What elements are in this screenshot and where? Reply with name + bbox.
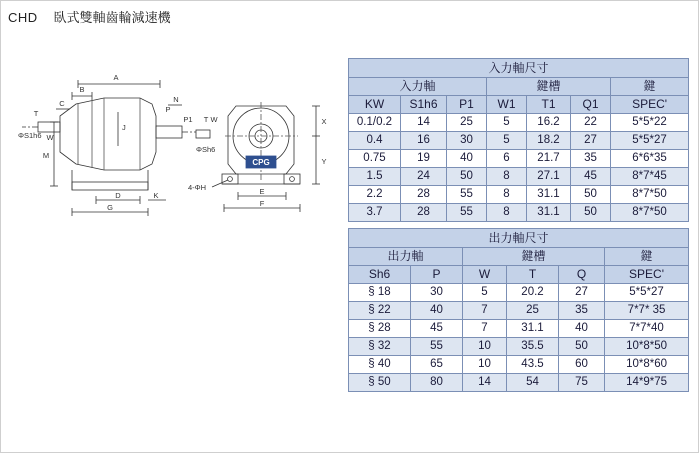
cell-p1: 30 — [447, 132, 487, 150]
label-g: G — [107, 203, 113, 212]
cell-spec: 8*7*50 — [611, 186, 689, 204]
cell-t1: 16.2 — [527, 114, 571, 132]
cell-q: 40 — [559, 320, 605, 338]
cell-w1: 6 — [487, 150, 527, 168]
cell-q: 75 — [559, 374, 605, 392]
cell-w: 10 — [463, 338, 507, 356]
cell-sh6: § 22 — [349, 302, 411, 320]
cell-t: 31.1 — [507, 320, 559, 338]
table-title-row — [349, 59, 689, 78]
cell-spec: 5*5*27 — [611, 132, 689, 150]
output-group-keyway: 鍵槽 — [463, 248, 605, 266]
output-col-w: W — [463, 266, 507, 284]
input-group-key: 鍵 — [611, 78, 689, 96]
cell-w1: 5 — [487, 132, 527, 150]
cell-w: 7 — [463, 320, 507, 338]
table-row — [349, 132, 689, 150]
input-group-keyway: 鍵槽 — [487, 78, 611, 96]
table-group-row — [349, 248, 689, 266]
input-col-w1: W1 — [487, 96, 527, 114]
cell-p: 55 — [411, 338, 463, 356]
table-title-row — [349, 229, 689, 248]
cell-sh6: § 50 — [349, 374, 411, 392]
cell-q1: 45 — [571, 168, 611, 186]
cell-q: 60 — [559, 356, 605, 374]
table-row — [349, 150, 689, 168]
cell-t1: 21.7 — [527, 150, 571, 168]
input-shaft-table-wrap — [348, 58, 689, 222]
table-group-row — [349, 78, 689, 96]
cell-p: 80 — [411, 374, 463, 392]
cell-spec: 10*8*60 — [605, 356, 689, 374]
cell-q: 27 — [559, 284, 605, 302]
label-t: T — [33, 109, 39, 118]
input-col-s1h6: S1h6 — [401, 96, 447, 114]
cell-spec: 14*9*75 — [605, 374, 689, 392]
cell-s1h6: 14 — [401, 114, 447, 132]
label-d: D — [115, 191, 121, 200]
input-col-t1: T1 — [527, 96, 571, 114]
cell-p: 65 — [411, 356, 463, 374]
label-n: N — [173, 95, 179, 104]
cell-q1: 50 — [571, 204, 611, 222]
cell-p1: 25 — [447, 114, 487, 132]
label-w: W — [46, 133, 54, 142]
cell-t: 35.5 — [507, 338, 559, 356]
cell-kw: 0.75 — [349, 150, 401, 168]
output-col-p: P — [411, 266, 463, 284]
input-shaft-table — [348, 58, 689, 222]
gearbox-drawing — [0, 60, 340, 220]
cell-sh6: § 28 — [349, 320, 411, 338]
table-column-row — [349, 266, 689, 284]
label-y: Y — [321, 157, 327, 166]
output-shaft-table — [348, 228, 689, 392]
cell-kw: 3.7 — [349, 204, 401, 222]
table-row — [349, 356, 689, 374]
output-table-title: 出力軸尺寸 — [349, 229, 689, 248]
table-row — [349, 302, 689, 320]
cell-q1: 27 — [571, 132, 611, 150]
input-col-spec: SPEC' — [611, 96, 689, 114]
cell-s1h6: 28 — [401, 204, 447, 222]
cell-q1: 35 — [571, 150, 611, 168]
label-j: J — [122, 123, 126, 132]
label-p: P — [165, 105, 171, 114]
cell-q: 50 — [559, 338, 605, 356]
cell-w1: 8 — [487, 186, 527, 204]
cell-s1h6: 19 — [401, 150, 447, 168]
cell-s1h6: 28 — [401, 186, 447, 204]
cell-p1: 40 — [447, 150, 487, 168]
drawing-svg — [0, 60, 340, 220]
page-header — [8, 7, 171, 26]
label-c: C — [59, 99, 65, 108]
cell-kw: 1.5 — [349, 168, 401, 186]
cell-kw: 0.1/0.2 — [349, 114, 401, 132]
input-col-q1: Q1 — [571, 96, 611, 114]
cell-p: 30 — [411, 284, 463, 302]
cell-w1: 5 — [487, 114, 527, 132]
cell-p1: 55 — [447, 204, 487, 222]
cell-p1: 55 — [447, 186, 487, 204]
input-col-p1: P1 — [447, 96, 487, 114]
output-col-t: T — [507, 266, 559, 284]
cell-t1: 27.1 — [527, 168, 571, 186]
output-col-sh6: Sh6 — [349, 266, 411, 284]
label-t1: T — [203, 115, 209, 124]
cell-kw: 2.2 — [349, 186, 401, 204]
table-row — [349, 320, 689, 338]
cell-w: 10 — [463, 356, 507, 374]
table-row — [349, 204, 689, 222]
label-a: A — [113, 73, 119, 82]
cell-t: 20.2 — [507, 284, 559, 302]
label-shaft-in: ΦS1h6 — [18, 131, 42, 140]
input-table-title: 入力軸尺寸 — [349, 59, 689, 78]
output-group-key: 鍵 — [605, 248, 689, 266]
label-x: X — [321, 117, 327, 126]
cell-spec: 5*5*27 — [605, 284, 689, 302]
input-col-kw: KW — [349, 96, 401, 114]
cell-q1: 22 — [571, 114, 611, 132]
cell-t1: 31.1 — [527, 204, 571, 222]
cell-t: 43.5 — [507, 356, 559, 374]
cell-sh6: § 18 — [349, 284, 411, 302]
cell-w1: 8 — [487, 204, 527, 222]
cell-w: 5 — [463, 284, 507, 302]
label-w1: W — [210, 115, 218, 124]
cell-q: 35 — [559, 302, 605, 320]
input-group-shaft: 入力軸 — [349, 78, 487, 96]
label-k: K — [153, 191, 159, 200]
table-row — [349, 186, 689, 204]
cell-p1: 50 — [447, 168, 487, 186]
cell-q1: 50 — [571, 186, 611, 204]
table-column-row — [349, 96, 689, 114]
cell-p: 45 — [411, 320, 463, 338]
cell-spec: 10*8*50 — [605, 338, 689, 356]
label-f: F — [259, 199, 265, 208]
cell-w: 7 — [463, 302, 507, 320]
logo-label: CPG — [252, 158, 270, 167]
cell-t1: 18.2 — [527, 132, 571, 150]
cell-s1h6: 24 — [401, 168, 447, 186]
cell-sh6: § 32 — [349, 338, 411, 356]
cell-spec: 7*7*40 — [605, 320, 689, 338]
label-b: B — [79, 85, 85, 94]
cell-t1: 31.1 — [527, 186, 571, 204]
output-col-spec: SPEC' — [605, 266, 689, 284]
cell-w1: 8 — [487, 168, 527, 186]
cell-sh6: § 40 — [349, 356, 411, 374]
cell-spec: 7*7* 35 — [605, 302, 689, 320]
label-e: E — [259, 187, 265, 196]
output-group-shaft: 出力軸 — [349, 248, 463, 266]
table-row — [349, 168, 689, 186]
page-title: 臥式雙軸齒輪減速機 — [53, 10, 171, 25]
cell-w: 14 — [463, 374, 507, 392]
cell-spec: 5*5*22 — [611, 114, 689, 132]
cell-spec: 8*7*50 — [611, 204, 689, 222]
cell-t: 54 — [507, 374, 559, 392]
model-code: CHD — [8, 10, 38, 25]
cell-spec: 8*7*45 — [611, 168, 689, 186]
cell-s1h6: 16 — [401, 132, 447, 150]
cell-spec: 6*6*35 — [611, 150, 689, 168]
label-p1: P1 — [183, 115, 193, 124]
table-row — [349, 374, 689, 392]
label-shaft-out: ΦSh6 — [196, 145, 216, 154]
label-m: M — [42, 151, 50, 160]
output-shaft-table-wrap — [348, 228, 689, 392]
cell-p: 40 — [411, 302, 463, 320]
label-hole: 4-ΦH — [188, 183, 207, 192]
table-row — [349, 114, 689, 132]
cell-kw: 0.4 — [349, 132, 401, 150]
cell-t: 25 — [507, 302, 559, 320]
output-col-q: Q — [559, 266, 605, 284]
table-row — [349, 284, 689, 302]
table-row — [349, 338, 689, 356]
